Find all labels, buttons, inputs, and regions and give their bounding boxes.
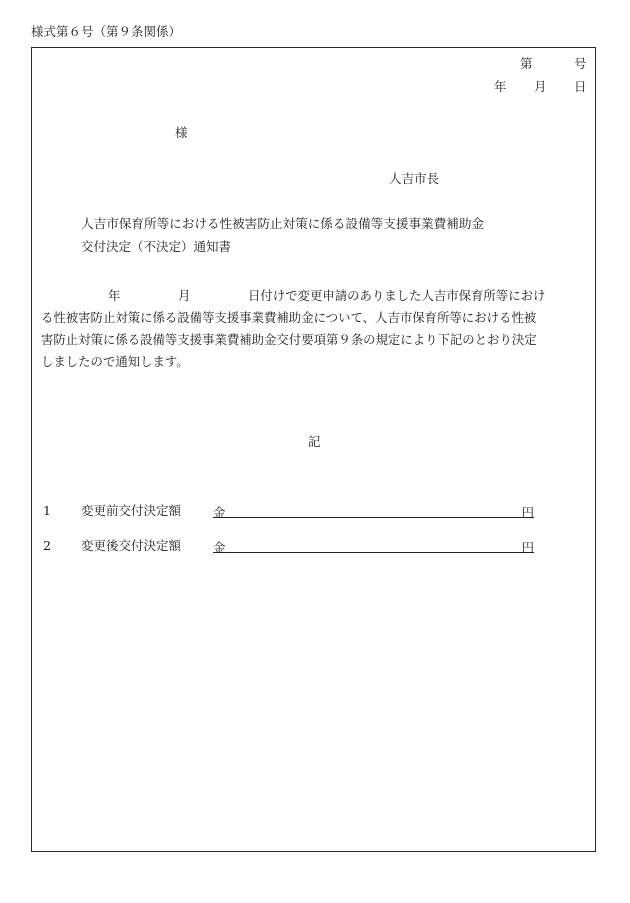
item-2-amount-field[interactable]	[213, 538, 534, 553]
item-1-number: 1	[43, 503, 51, 518]
header-tsuki: 月	[534, 79, 547, 94]
body-line-3: 害防止対策に係る設備等支援事業費補助金交付要項第９条の規定により下記のとおり決定	[41, 332, 537, 347]
header-nen: 年	[494, 79, 507, 94]
item-1-label: 変更前交付決定額	[81, 503, 182, 518]
body-line-1: 日付けで変更申請のありました人吉市保育所等におけ	[248, 288, 546, 303]
header-go: 号	[574, 56, 587, 71]
title-line-2: 交付決定（不決定）通知書	[81, 239, 232, 254]
body-line-4: しましたので通知します。	[41, 354, 189, 369]
ki-marker: 記	[308, 434, 321, 449]
item-2-suffix: 円	[521, 540, 534, 555]
body-date-tsuki: 月	[178, 288, 191, 303]
title-line-1: 人吉市保育所等における性被害防止対策に係る設備等支援事業費補助金	[81, 216, 484, 231]
header-hi: 日	[574, 79, 587, 94]
item-2-prefix: 金	[213, 540, 226, 555]
item-1-amount-field[interactable]	[213, 503, 534, 518]
sender: 人吉市長	[389, 171, 440, 186]
header-dai: 第	[520, 56, 533, 71]
body-date-nen: 年	[108, 288, 121, 303]
addressee-suffix: 様	[175, 125, 188, 140]
item-2-label: 変更後交付決定額	[81, 538, 182, 553]
item-1-suffix: 円	[521, 505, 534, 520]
item-2-number: 2	[43, 538, 51, 553]
body-line-2: る性被害防止対策に係る設備等支援事業費補助金について、人吉市保育所等における性被	[41, 310, 537, 325]
item-1-prefix: 金	[213, 505, 226, 520]
document-frame	[31, 47, 596, 852]
form-number-label: 様式第６号（第９条関係）	[31, 24, 182, 39]
